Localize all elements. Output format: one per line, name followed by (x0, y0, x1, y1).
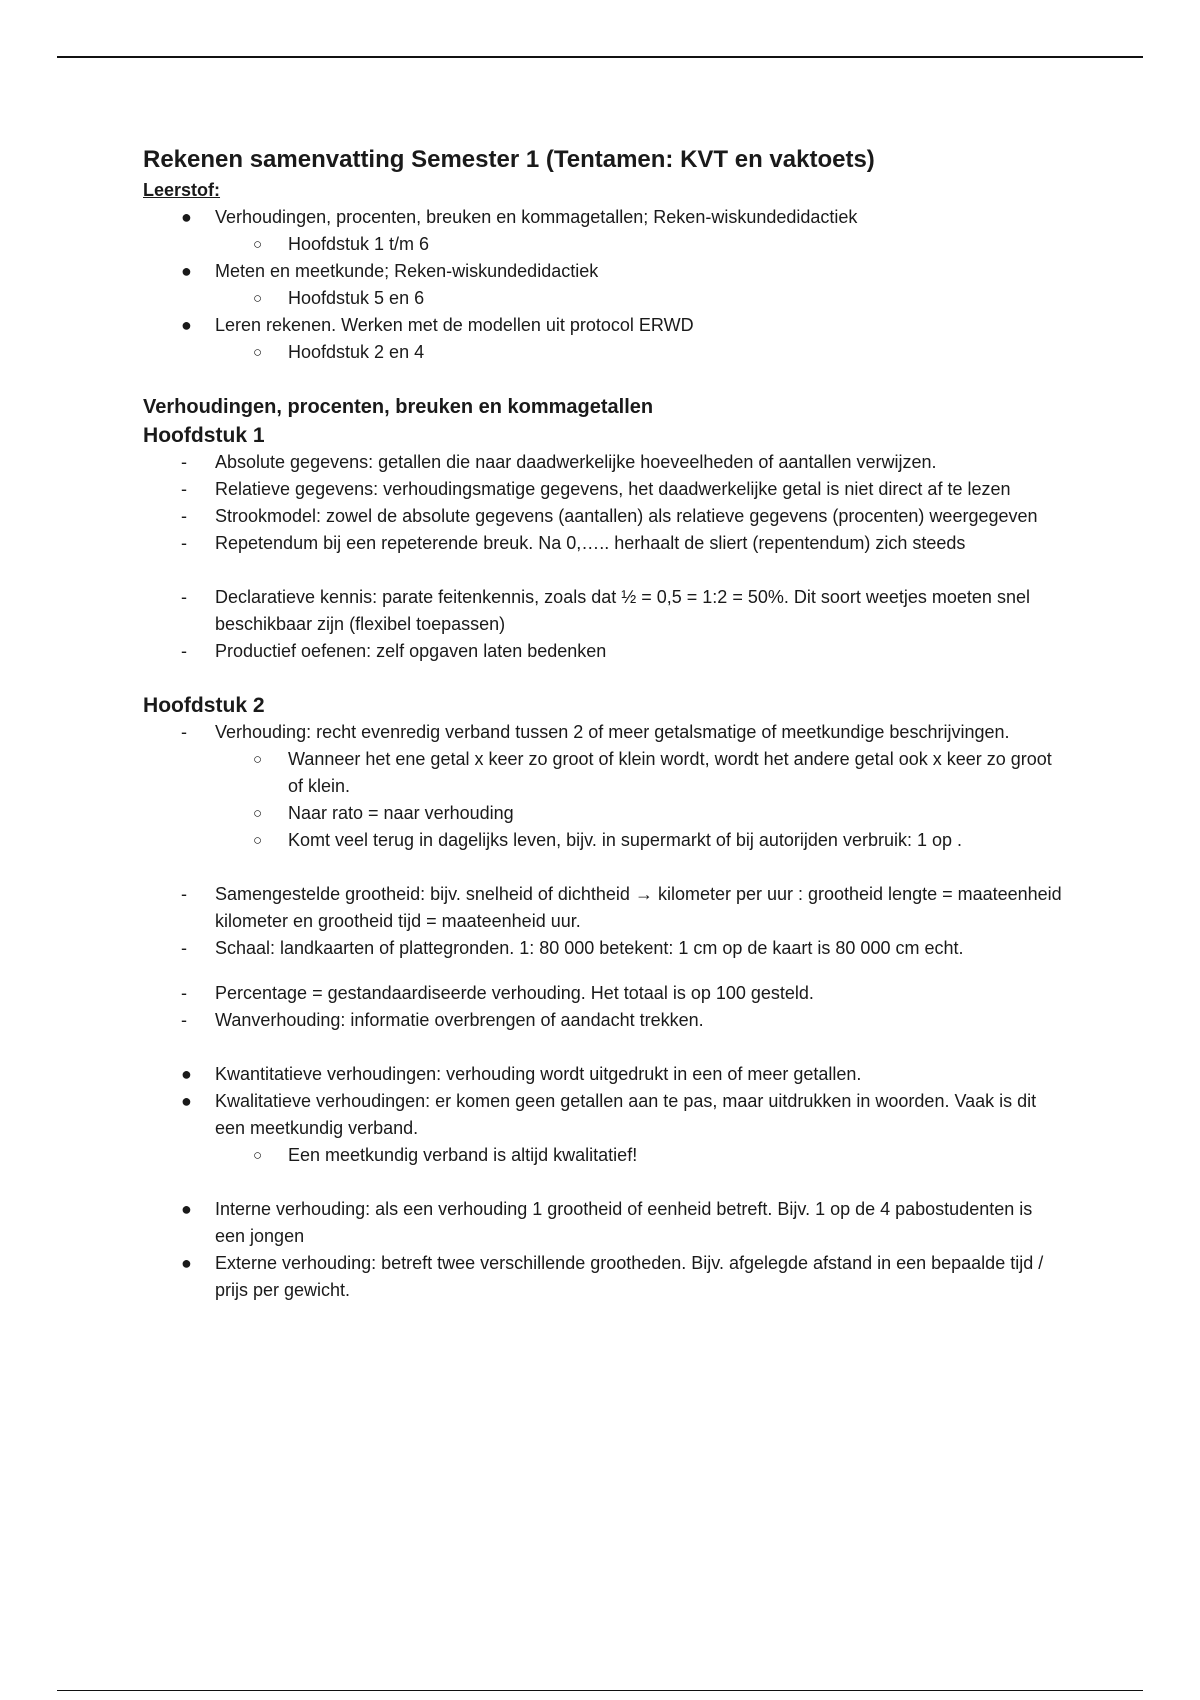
chapter-2-list-d (143, 1061, 1063, 1169)
list-item: ○ Wanneer het ene getal x keer zo groot of klein wordt, wordt het andere getal ook x keer zo groot of klein. (143, 746, 1063, 800)
header-rule (57, 56, 1143, 58)
circle-bullet-icon: ○ (253, 344, 263, 361)
dash-icon: - (181, 641, 187, 661)
chapter-2-heading: Hoofdstuk 2 (143, 694, 265, 717)
circle-bullet-icon: ○ (253, 1147, 263, 1164)
bullet-icon: ● (181, 207, 192, 227)
leerstof-list (143, 204, 1063, 366)
list-item: - Relatieve gegevens: verhoudingsmatige gegevens, het daadwerkelijke getal is niet direct af te lezen (143, 476, 1063, 503)
dash-icon: - (181, 506, 187, 526)
list-item: ○ Hoofdstuk 5 en 6 (143, 285, 1063, 312)
circle-bullet-icon: ○ (253, 290, 263, 307)
dash-icon: - (181, 983, 187, 1003)
list-item: ● Kwantitatieve verhoudingen: verhouding wordt uitgedrukt in een of meer getallen. (143, 1061, 1063, 1088)
list-item: ○ Hoofdstuk 1 t/m 6 (143, 231, 1063, 258)
list-item: ○ Naar rato = naar verhouding (143, 800, 1063, 827)
list-item: - Productief oefenen: zelf opgaven laten bedenken (143, 638, 1063, 665)
circle-bullet-icon: ○ (253, 805, 263, 822)
bullet-icon: ● (181, 1253, 192, 1273)
list-item: ● Kwalitatieve verhoudingen: er komen geen getallen aan te pas, maar uitdrukken in woorden. Vaak is dit een meetkundig verband. (143, 1088, 1063, 1142)
list-item: - Declaratieve kennis: parate feitenkennis, zoals dat ½ = 0,5 = 1:2 = 50%. Dit soort weetjes moeten snel beschikbaar zijn (flexibel toepassen) (143, 584, 1063, 638)
dash-icon: - (181, 938, 187, 958)
leerstof-label: Leerstof: (143, 180, 221, 200)
list-item: - Percentage = gestandaardiseerde verhouding. Het totaal is op 100 gesteld. (143, 980, 1063, 1007)
list-item: - Strookmodel: zowel de absolute gegevens (aantallen) als relatieve gegevens (procenten) weergegeven (143, 503, 1063, 530)
bullet-icon: ● (181, 1064, 192, 1084)
list-item: - Wanverhouding: informatie overbrengen of aandacht trekken. (143, 1007, 1063, 1034)
document-page (143, 143, 1063, 1304)
circle-bullet-icon: ○ (253, 832, 263, 849)
circle-bullet-icon: ○ (253, 751, 263, 768)
dash-icon: - (181, 722, 187, 742)
chapter-2-list-b (143, 881, 1063, 962)
list-item: ● Interne verhouding: als een verhouding 1 grootheid of eenheid betreft. Bijv. 1 op de 4 pabostudenten is een jongen (143, 1196, 1063, 1250)
chapter-2-list-c (143, 980, 1063, 1034)
list-item: - Absolute gegevens: getallen die naar daadwerkelijke hoeveelheden of aantallen verwijzen. (143, 449, 1063, 476)
chapter-2-list-e (143, 1196, 1063, 1304)
list-item: ● Meten en meetkunde; Reken-wiskundedidactiek (143, 258, 1063, 285)
list-item: - Schaal: landkaarten of plattegronden. 1: 80 000 betekent: 1 cm op de kaart is 80 000 cm echt. (143, 935, 1063, 962)
list-item: - Repetendum bij een repeterende breuk. Na 0,….. herhaalt de sliert (repentendum) zich steeds (143, 530, 1063, 557)
section-title: Verhoudingen, procenten, breuken en kommagetallen (143, 396, 654, 418)
dash-icon: - (181, 1010, 187, 1030)
document-title: Rekenen samenvatting Semester 1 (Tentamen: KVT en vaktoets) (143, 146, 875, 173)
dash-icon: - (181, 587, 187, 607)
list-item: ○ Een meetkundig verband is altijd kwalitatief! (143, 1142, 1063, 1169)
bullet-icon: ● (181, 261, 192, 281)
footer-rule (57, 1690, 1143, 1691)
chapter-1-list (143, 449, 1063, 557)
chapter-1-list-b (143, 584, 1063, 665)
dash-icon: - (181, 452, 187, 472)
bullet-icon: ● (181, 315, 192, 335)
list-item: ○ Hoofdstuk 2 en 4 (143, 339, 1063, 366)
circle-bullet-icon: ○ (253, 236, 263, 253)
list-item: ● Verhoudingen, procenten, breuken en kommagetallen; Reken-wiskundedidactiek (143, 204, 1063, 231)
chapter-1-heading: Hoofdstuk 1 (143, 424, 265, 447)
dash-icon: - (181, 479, 187, 499)
bullet-icon: ● (181, 1091, 192, 1111)
dash-icon: - (181, 884, 187, 904)
chapter-2-list (143, 719, 1063, 854)
list-item: ● Leren rekenen. Werken met de modellen uit protocol ERWD (143, 312, 1063, 339)
list-item: - Samengestelde grootheid: bijv. snelheid of dichtheid → kilometer per uur : grootheid lengte = maateenheid kilometer en grootheid tijd = maateenheid uur. (143, 881, 1063, 935)
dash-icon: - (181, 533, 187, 553)
list-item: ○ Komt veel terug in dagelijks leven, bijv. in supermarkt of bij autorijden verbruik: 1 op . (143, 827, 1063, 854)
bullet-icon: ● (181, 1199, 192, 1219)
list-item: ● Externe verhouding: betreft twee verschillende grootheden. Bijv. afgelegde afstand in een bepaalde tijd / prijs per gewicht. (143, 1250, 1063, 1304)
list-item: - Verhouding: recht evenredig verband tussen 2 of meer getalsmatige of meetkundige beschrijvingen. (143, 719, 1063, 746)
